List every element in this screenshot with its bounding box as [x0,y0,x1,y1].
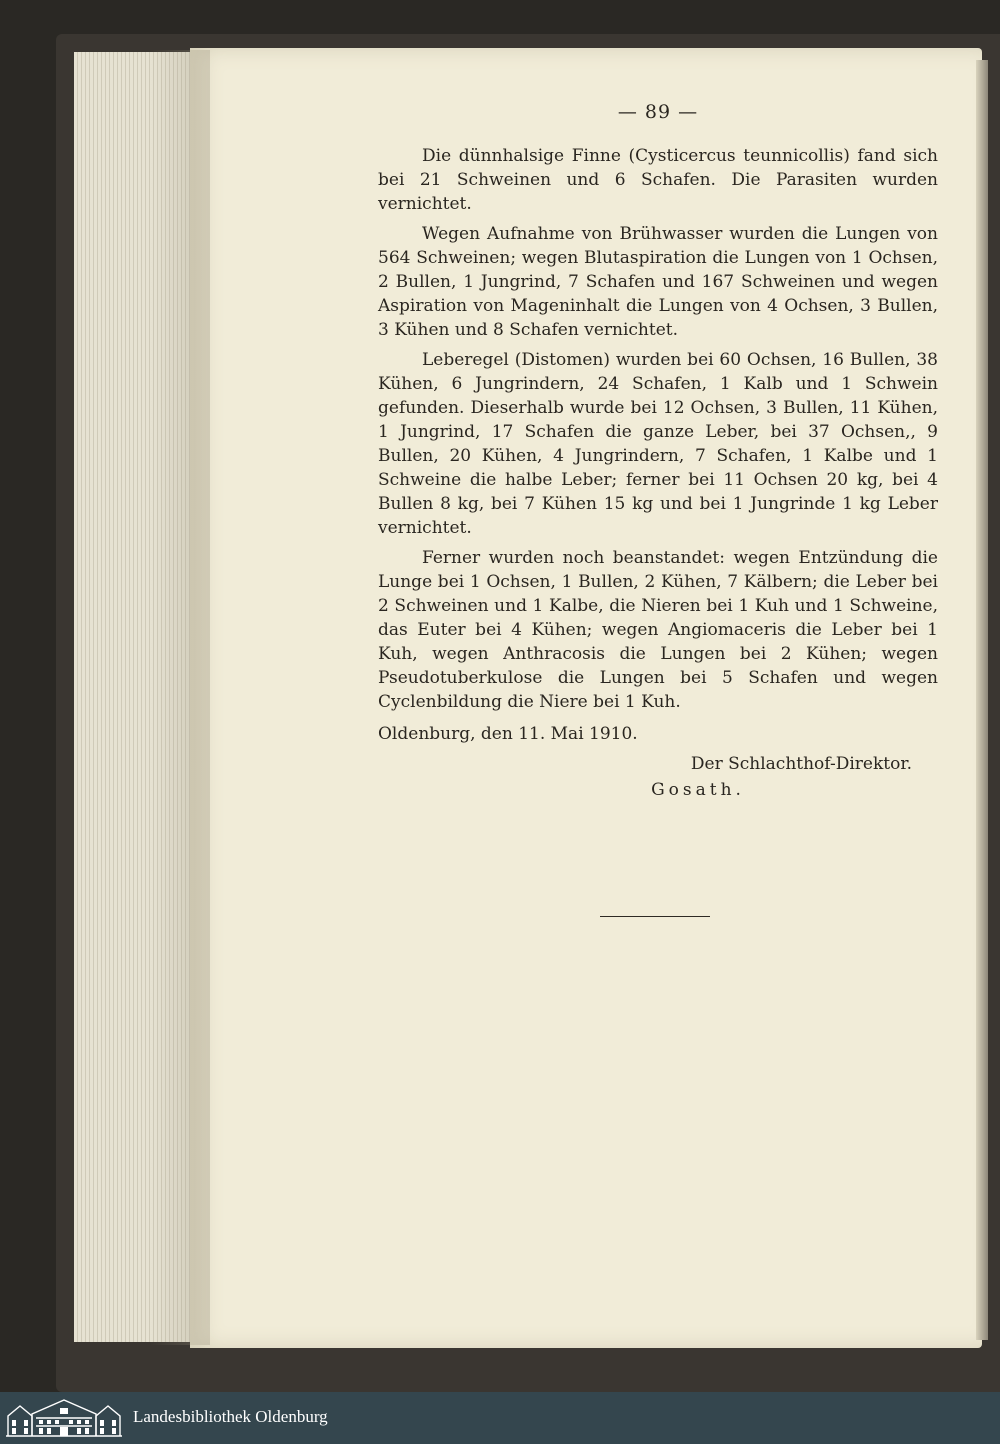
library-building-icon [4,1396,124,1440]
page-number: — 89 — [617,101,699,123]
gutter-shadow [150,50,210,1345]
footer-bar [0,1392,1000,1444]
library-name: Landesbibliothek Oldenburg [133,1407,328,1426]
signature-title: Der Schlachthof-Direktor. [690,754,912,774]
paragraph-lungen: Wegen Aufnahme von Brühwasser wurden die Lungen von 564 Schweinen; wegen Blutaspiration die Lungen von 1 Ochsen, 2 Bullen, 1 Jungrind, 7 Schafen und 167 Schweinen und wegen Aspiration von Mageninhalt die Lungen von 4 Ochsen, 3 Bullen, 3 Kühen und 8 Schafen vernichtet. [378,224,938,340]
closing-rule [600,916,710,917]
dateline: Oldenburg, den 11. Mai 1910. [378,724,638,744]
page-text [378,100,938,802]
signature-name: Gosath. [651,780,745,800]
paragraph-finne: Die dünnhalsige Finne (Cysticercus teunnicollis) fand sich bei 21 Schweinen und 6 Schafen. Die Parasiten wurden vernichtet. [378,146,938,214]
page-right-edge [976,60,988,1340]
paragraph-leberegel: Leberegel (Distomen) wurden bei 60 Ochsen, 16 Bullen, 38 Kühen, 6 Jungrindern, 24 Schafen, 1 Kalb und 1 Schwein gefunden. Dieserhalb wurde bei 12 Ochsen, 3 Bullen, 11 Kühen, 1 Jungrind, 17 Schafen die ganze Leber, bei 37 Ochsen,, 9 Bullen, 20 Kühen, 4 Jungrindern, 7 Schafen, 1 Kalbe und 1 Schweine die halbe Leber; ferner bei 11 Ochsen 20 kg, bei 4 Bullen 8 kg, bei 7 Kühen 15 kg und bei 1 Jungrinde 1 kg Leber vernichtet. [378,350,938,538]
paragraph-beanstandet: Ferner wurden noch beanstandet: wegen Entzündung die Lunge bei 1 Ochsen, 1 Bullen, 2 Kühen, 7 Kälbern; die Leber bei 2 Schweinen und 1 Kalbe, die Nieren bei 1 Kuh und 1 Schweine, das Euter bei 4 Kühen; wegen Angiomaceris die Leber bei 1 Kuh, wegen Anthracosis die Lungen bei 2 Kühen; wegen Pseudotuberkulose die Lungen bei 5 Schafen und wegen Cyclenbildung die Niere bei 1 Kuh. [378,548,938,712]
